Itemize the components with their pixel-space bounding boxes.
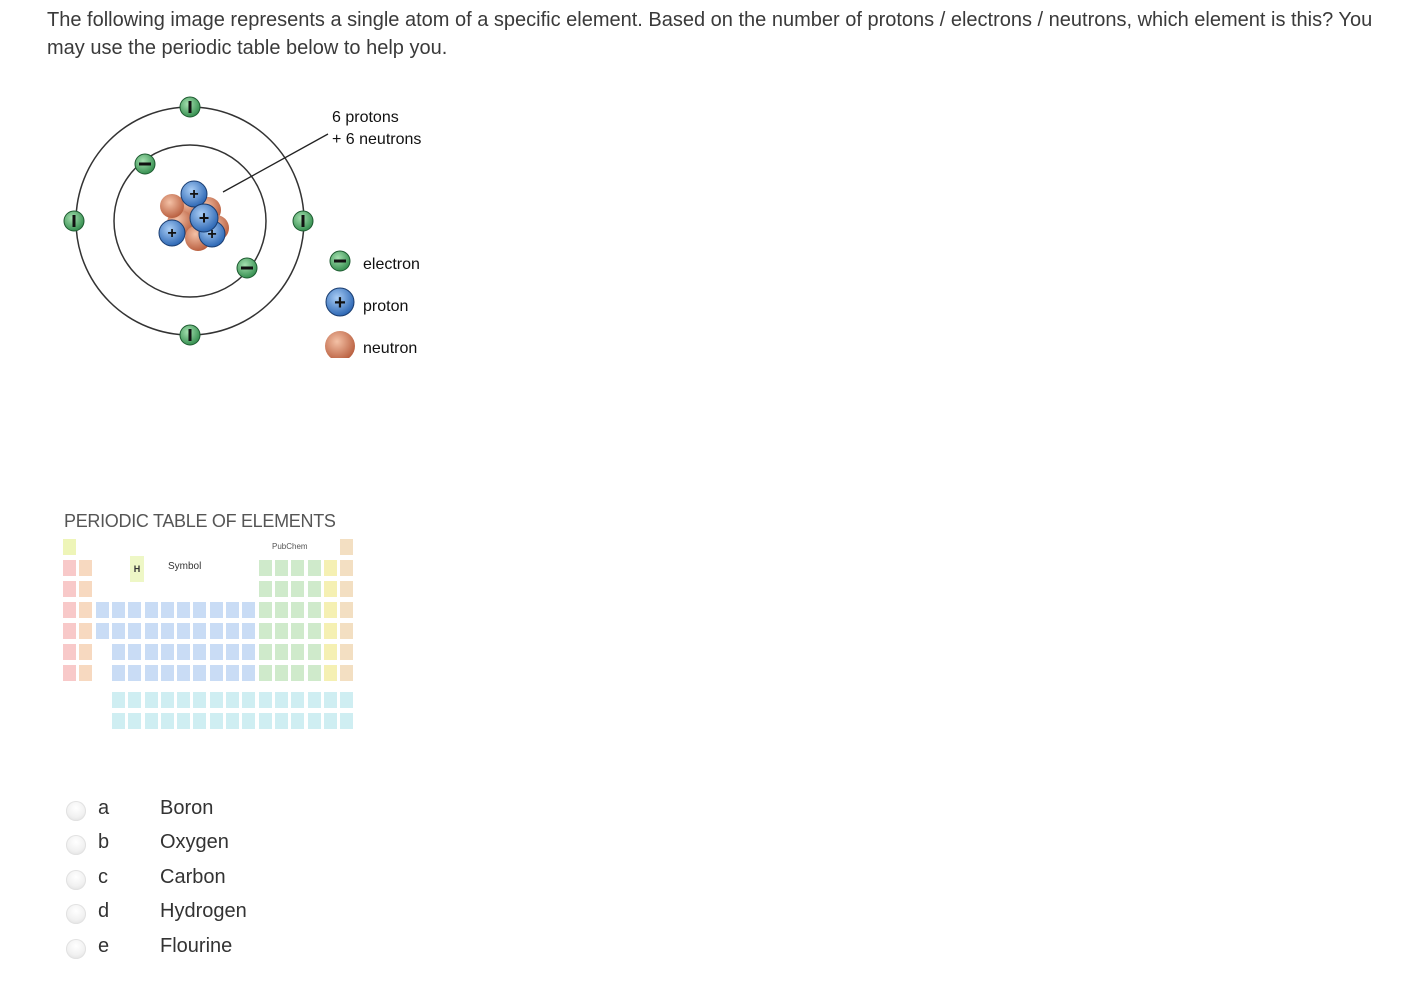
periodic-table-image — [60, 508, 360, 736]
periodic-table-cell — [339, 601, 354, 619]
periodic-table-cell — [258, 559, 273, 577]
periodic-table-cell — [176, 712, 191, 730]
periodic-table-cell — [290, 622, 305, 640]
periodic-table-cell — [176, 601, 191, 619]
periodic-table-cell — [62, 601, 77, 619]
pubchem-logo: PubChem — [272, 542, 308, 551]
periodic-table-cell — [241, 712, 256, 730]
periodic-table-cell — [127, 601, 142, 619]
periodic-table-cell — [78, 622, 93, 640]
key-symbol-label: Symbol — [168, 561, 202, 572]
answer-text[interactable]: Boron — [160, 797, 214, 819]
periodic-table-cell — [323, 559, 338, 577]
periodic-table-cell — [144, 691, 159, 709]
answer-letter: c — [98, 865, 108, 888]
periodic-table-cell — [225, 643, 240, 661]
periodic-table-cell — [307, 622, 322, 640]
radio-button[interactable] — [66, 870, 86, 890]
periodic-table-cell — [307, 712, 322, 730]
periodic-table-cell — [290, 559, 305, 577]
periodic-table-cell — [144, 643, 159, 661]
legend-proton-label: proton — [363, 298, 409, 315]
periodic-table-cell — [111, 622, 126, 640]
periodic-table-cell — [258, 643, 273, 661]
periodic-table-cell — [192, 691, 207, 709]
periodic-table-cell — [209, 643, 224, 661]
legend-proton-icon — [326, 288, 354, 316]
periodic-table-cell — [274, 712, 289, 730]
periodic-table-cell — [144, 622, 159, 640]
periodic-table-cell — [192, 622, 207, 640]
periodic-table-cell — [62, 538, 77, 556]
radio-button[interactable] — [66, 939, 86, 959]
periodic-table-cell — [307, 664, 322, 682]
legend-electron-icon — [330, 251, 350, 271]
periodic-table-cell — [62, 622, 77, 640]
periodic-table-cell — [192, 643, 207, 661]
periodic-table-cell — [144, 664, 159, 682]
periodic-table-cell — [62, 580, 77, 598]
periodic-table-cell — [307, 691, 322, 709]
question-text: The following image represents a single atom of a specific element. Based on the number of protons / electrons / neutrons, which element is this? You may use the periodic table below to help you. — [47, 9, 1373, 59]
svg-text:+: + — [167, 225, 177, 242]
periodic-table-cell — [290, 664, 305, 682]
periodic-table-grid — [60, 508, 360, 736]
svg-text:+: + — [198, 208, 210, 228]
answer-letter: b — [98, 831, 110, 854]
periodic-table-cell — [160, 712, 175, 730]
periodic-table-cell — [274, 601, 289, 619]
periodic-table-cell — [209, 622, 224, 640]
periodic-table-cell — [323, 691, 338, 709]
periodic-table-cell — [307, 601, 322, 619]
answer-letter: e — [98, 934, 110, 957]
periodic-table-cell — [160, 601, 175, 619]
periodic-table-cell — [339, 580, 354, 598]
periodic-table-cell — [209, 691, 224, 709]
periodic-table-cell — [78, 601, 93, 619]
periodic-table-title: PERIODIC TABLE OF ELEMENTS — [64, 511, 336, 531]
svg-text:+: + — [189, 186, 199, 203]
answer-text[interactable]: Flourine — [160, 934, 233, 957]
legend-electron-label: electron — [363, 256, 420, 273]
periodic-table-cell — [78, 643, 93, 661]
periodic-table-cell — [62, 664, 77, 682]
legend — [325, 251, 420, 358]
periodic-table-cell — [241, 601, 256, 619]
periodic-table-cell — [144, 601, 159, 619]
periodic-table-cell — [274, 691, 289, 709]
periodic-table-cell — [225, 601, 240, 619]
periodic-table-cell — [127, 622, 142, 640]
periodic-table-cell — [62, 643, 77, 661]
periodic-table-cell — [290, 691, 305, 709]
periodic-table-cell — [339, 712, 354, 730]
periodic-table-cell — [209, 664, 224, 682]
periodic-table-cell — [111, 691, 126, 709]
periodic-table-cell — [160, 691, 175, 709]
periodic-table-cell — [323, 601, 338, 619]
periodic-table-cell — [290, 643, 305, 661]
legend-neutron-label: neutron — [363, 340, 418, 357]
periodic-table-cell — [241, 622, 256, 640]
periodic-table-cell — [225, 622, 240, 640]
periodic-table-cell — [160, 664, 175, 682]
periodic-table-cell — [209, 601, 224, 619]
periodic-table-cell — [241, 643, 256, 661]
periodic-table-cell — [290, 580, 305, 598]
periodic-table-cell — [127, 691, 142, 709]
radio-button[interactable] — [66, 801, 86, 821]
periodic-table-cell — [323, 643, 338, 661]
periodic-table-cell — [274, 580, 289, 598]
radio-button[interactable] — [66, 904, 86, 924]
periodic-table-key — [130, 552, 210, 592]
periodic-table-cell — [258, 580, 273, 598]
periodic-table-cell — [339, 643, 354, 661]
periodic-table-cell — [258, 622, 273, 640]
periodic-table-cell — [290, 601, 305, 619]
nucleus-label-protons: 6 protons — [332, 109, 399, 126]
periodic-table-cell — [111, 712, 126, 730]
periodic-table-cell — [62, 559, 77, 577]
periodic-table-cell — [160, 622, 175, 640]
answer-letter: a — [98, 797, 110, 819]
periodic-table-cell — [225, 691, 240, 709]
periodic-table-cell — [339, 559, 354, 577]
periodic-table-cell — [323, 622, 338, 640]
periodic-table-cell — [95, 601, 110, 619]
legend-neutron-icon — [325, 331, 355, 358]
periodic-table-cell — [225, 664, 240, 682]
periodic-table-cell — [241, 664, 256, 682]
periodic-table-cell — [274, 559, 289, 577]
answer-text[interactable]: Hydrogen — [160, 900, 247, 923]
periodic-table-cell — [339, 622, 354, 640]
periodic-table-cell — [209, 712, 224, 730]
periodic-table-cell — [111, 601, 126, 619]
periodic-table-cell — [339, 538, 354, 556]
periodic-table-cell — [127, 643, 142, 661]
periodic-table-cell — [192, 601, 207, 619]
periodic-table-cell — [274, 622, 289, 640]
periodic-table-cell — [144, 712, 159, 730]
radio-button[interactable] — [66, 835, 86, 855]
periodic-table-cell — [323, 580, 338, 598]
periodic-table-cell — [111, 643, 126, 661]
periodic-table-cell — [176, 643, 191, 661]
answer-text[interactable]: Carbon — [160, 865, 226, 888]
periodic-table-cell — [241, 691, 256, 709]
periodic-table-cell — [339, 691, 354, 709]
key-symbol-sample: H — [130, 556, 144, 582]
periodic-table-cell — [274, 664, 289, 682]
answer-text[interactable]: Oxygen — [160, 831, 229, 854]
periodic-table-cell — [160, 643, 175, 661]
periodic-table-cell — [192, 664, 207, 682]
periodic-table-cell — [258, 601, 273, 619]
periodic-table-cell — [307, 580, 322, 598]
periodic-table-cell — [111, 664, 126, 682]
periodic-table-cell — [78, 664, 93, 682]
periodic-table-cell — [225, 712, 240, 730]
periodic-table-cell — [323, 712, 338, 730]
periodic-table-cell — [95, 622, 110, 640]
nucleus — [159, 181, 229, 251]
answer-letter: d — [98, 900, 110, 923]
periodic-table-cell — [307, 643, 322, 661]
svg-text:+: + — [207, 226, 217, 243]
periodic-table-cell — [127, 712, 142, 730]
periodic-table-cell — [274, 643, 289, 661]
atom-svg — [58, 88, 478, 358]
periodic-table-cell — [78, 559, 93, 577]
periodic-table-cell — [307, 559, 322, 577]
atom-diagram — [58, 88, 478, 358]
periodic-table-cell — [192, 712, 207, 730]
periodic-table-cell — [78, 580, 93, 598]
periodic-table-cell — [258, 691, 273, 709]
periodic-table-cell — [176, 691, 191, 709]
periodic-table-cell — [176, 664, 191, 682]
svg-text:+: + — [334, 292, 346, 314]
periodic-table-cell — [258, 712, 273, 730]
periodic-table-cell — [258, 664, 273, 682]
nucleus-label-neutrons: + 6 neutrons — [332, 131, 422, 148]
periodic-table-cell — [323, 664, 338, 682]
periodic-table-cell — [176, 622, 191, 640]
periodic-table-cell — [290, 712, 305, 730]
periodic-table-cell — [339, 664, 354, 682]
periodic-table-cell — [127, 664, 142, 682]
